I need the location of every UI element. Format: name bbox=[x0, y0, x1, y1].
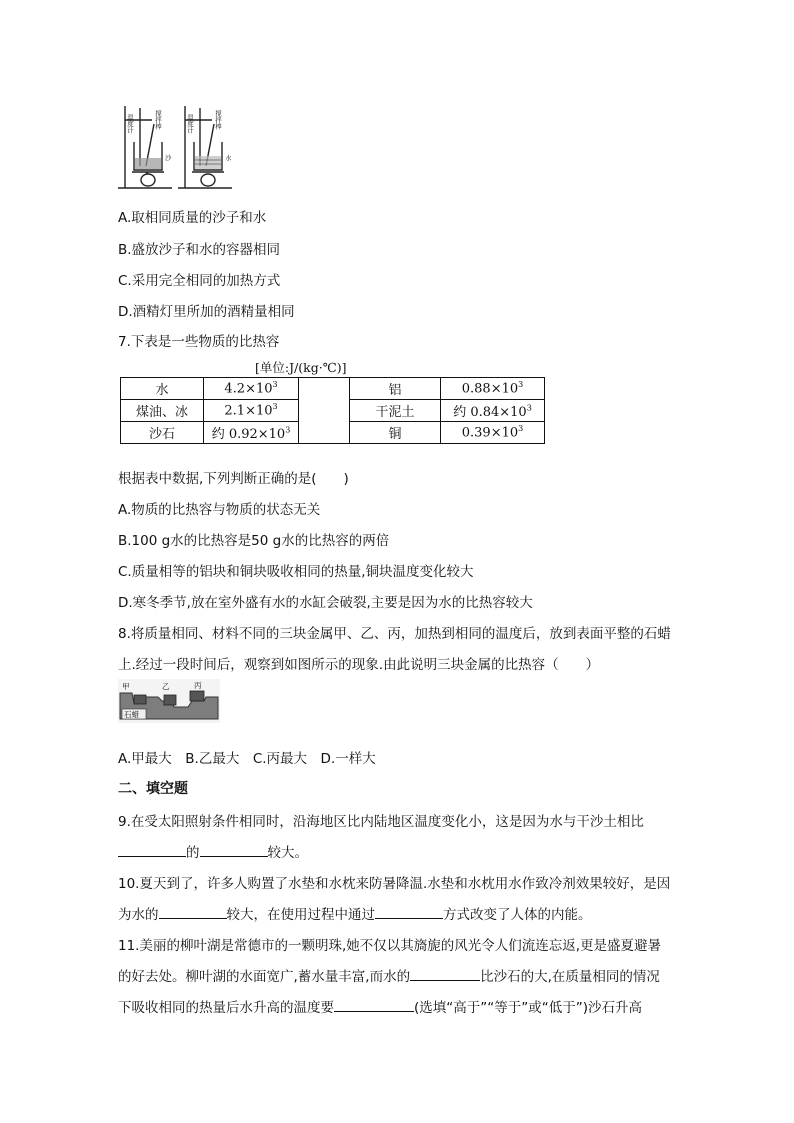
q9-blank-1[interactable] bbox=[118, 842, 186, 857]
metal-b-label: 乙 bbox=[162, 682, 170, 691]
q10-blank-2[interactable] bbox=[375, 904, 443, 919]
q8-options: A.甲最大 B.乙最大 C.丙最大 D.一样大 bbox=[118, 751, 376, 767]
table-cell: $4.2\times 10^3$ bbox=[204, 378, 299, 400]
table-cell: 沙石 bbox=[121, 422, 204, 444]
table-row bbox=[121, 378, 545, 400]
thermometer-label-right: 温度计 bbox=[186, 114, 194, 134]
table-cell: 约 $0.92\times 10^3$ bbox=[204, 422, 299, 444]
q11-line1: 11.美丽的柳叶湖是常德市的一颗明珠,她不仅以其旖旎的风光令人们流连忘返,更是盛夏避暑 bbox=[118, 938, 662, 954]
table-cell: 约 $0.84\times 10^3$ bbox=[441, 400, 545, 422]
q11-blank-2[interactable] bbox=[334, 997, 414, 1012]
table-cell: 煤油、冰 bbox=[121, 400, 204, 422]
q9-blank-2[interactable] bbox=[200, 842, 268, 857]
stirrer-label-right: 搅拌棒 bbox=[214, 110, 222, 130]
q11-line2: 的好去处。柳叶湖的水面宽广,蓄水量丰富,而水的 比沙石的大,在质量相同的情况 bbox=[118, 965, 660, 985]
q8-stem-line2: 上.经过一段时间后，观察到如图所示的现象.由此说明三块金属的比热容（ ） bbox=[118, 657, 600, 673]
q6-option-b: B.盛放沙子和水的容器相同 bbox=[118, 242, 281, 258]
q9-line2: 的 较大。 bbox=[118, 841, 308, 861]
table-cell: 干泥土 bbox=[350, 400, 441, 422]
q7-question: 根据表中数据,下列判断正确的是( ) bbox=[118, 471, 349, 487]
q6-option-c: C.采用完全相同的加热方式 bbox=[118, 273, 281, 289]
table-cell: 铜 bbox=[350, 422, 441, 444]
table-cell: $0.39\times 10^3$ bbox=[441, 422, 545, 444]
heating-apparatus-figure bbox=[116, 100, 236, 192]
table-cell: $0.88\times 10^3$ bbox=[441, 378, 545, 400]
q6-option-d: D.酒精灯里所加的酒精量相同 bbox=[118, 304, 295, 320]
q7-option-a: A.物质的比热容与物质的状态无关 bbox=[118, 502, 321, 518]
q7-option-d: D.寒冬季节,放在室外盛有水的水缸会破裂,主要是因为水的比热容较大 bbox=[118, 595, 533, 611]
sand-label: 沙 bbox=[165, 154, 172, 162]
thermometer-label-left: 温度计 bbox=[126, 114, 134, 134]
q10-line2: 为水的 较大，在使用过程中通过 方式改变了人体的内能。 bbox=[118, 903, 592, 923]
q9-line1: 9.在受太阳照射条件相同时，沿海地区比内陆地区温度变化小，这是因为水与干沙土相比 bbox=[118, 814, 644, 830]
q7-option-b: B.100 g水的比热容是50 g水的比热容的两倍 bbox=[118, 533, 390, 549]
q7-stem: 7.下表是一些物质的比热容 bbox=[118, 334, 280, 350]
table-cell: 水 bbox=[121, 378, 204, 400]
q10-blank-1[interactable] bbox=[159, 904, 227, 919]
table-cell: $2.1\times 10^3$ bbox=[204, 400, 299, 422]
specific-heat-table bbox=[120, 377, 545, 444]
section-title: 二、填空题 bbox=[118, 781, 188, 797]
q7-option-c: C.质量相等的铝块和铜块吸收相同的热量,铜块温度变化较大 bbox=[118, 564, 474, 580]
water-label: 水 bbox=[225, 154, 232, 162]
metal-c-label: 丙 bbox=[194, 681, 202, 690]
q8-stem-line1: 8.将质量相同、材料不同的三块金属甲、乙、丙，加热到相同的温度后，放到表面平整的石蜡 bbox=[118, 626, 671, 642]
metal-a-label: 甲 bbox=[122, 682, 130, 691]
q11-line3: 下吸收相同的热量后水升高的温度要 (选填“高于”“等于”或“低于”)沙石升高 bbox=[118, 996, 642, 1016]
paraffin-wax-figure bbox=[118, 679, 220, 723]
q6-option-a: A.取相同质量的沙子和水 bbox=[118, 210, 267, 226]
wax-label: 石蜡 bbox=[124, 710, 139, 719]
q10-line1: 10.夏天到了，许多人购置了水垫和水枕来防暑降温.水垫和水枕用水作致冷剂效果较好，是因 bbox=[118, 876, 671, 892]
stirrer-label-left: 搅拌棒 bbox=[154, 110, 162, 130]
q11-blank-1[interactable] bbox=[410, 966, 480, 981]
table-unit: [单位:J/(kg·℃)] bbox=[255, 360, 347, 375]
table-cell: 铝 bbox=[350, 378, 441, 400]
